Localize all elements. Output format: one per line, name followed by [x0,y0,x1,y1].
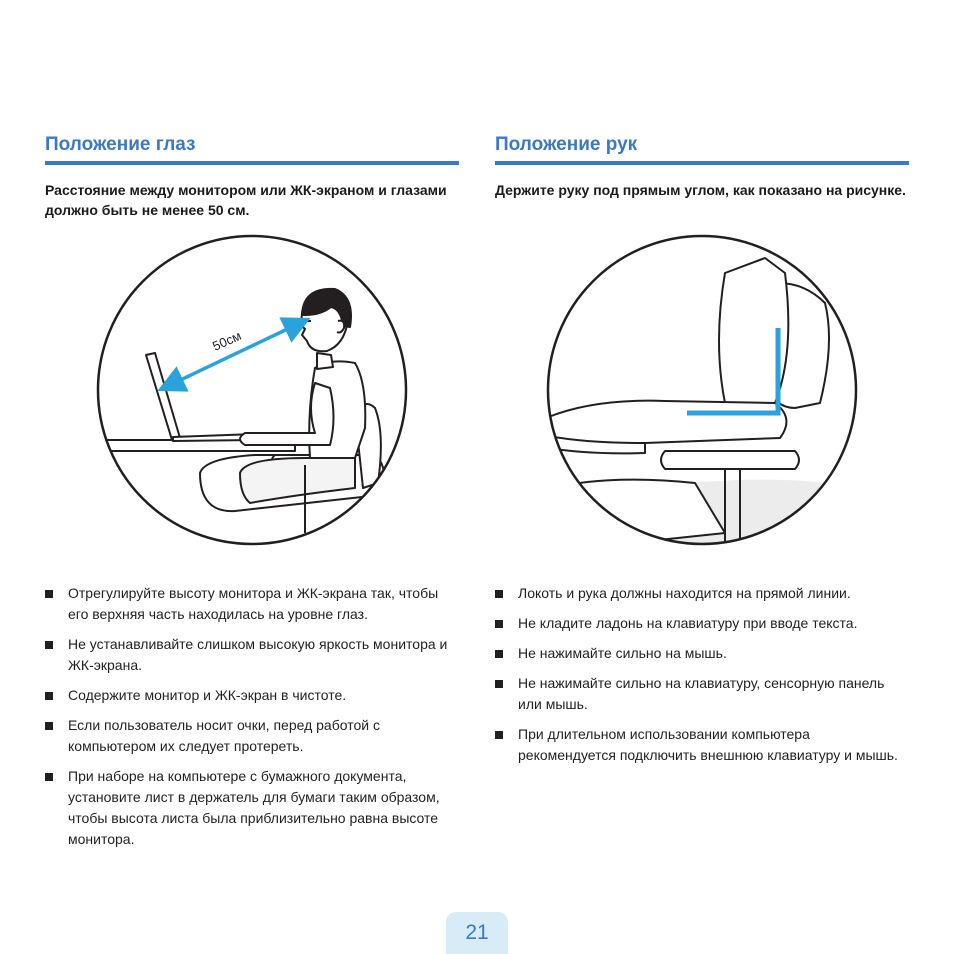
bullet-square-icon [495,680,503,688]
list-item: Не нажимайте сильно на клавиатуру, сенсорную панель или мышь. [495,673,909,715]
bullet-square-icon [495,590,503,598]
list-item: Локоть и рука должны находится на прямой линии. [495,583,909,604]
bullet-square-icon [45,773,53,781]
bullet-square-icon [45,692,53,700]
bullet-square-icon [45,590,53,598]
section-heading-hands: Положение рук [495,134,638,155]
heading-rule [495,161,909,165]
bullet-square-icon [45,722,53,730]
eye-distance-illustration [45,233,459,548]
list-item: Отрегулируйте высоту монитора и ЖК-экрана так, чтобы его верхняя часть находилась на уровне глаз. [45,583,459,625]
bullet-square-icon [45,641,53,649]
section-heading-eyes: Положение глаз [45,134,196,155]
bullet-square-icon [495,731,503,739]
list-item: Не нажимайте сильно на мышь. [495,643,909,664]
bullet-square-icon [495,650,503,658]
heading-rule [45,161,459,165]
eye-distance-drawing [45,233,459,548]
eye-position-section [45,130,459,847]
list-item: Содержите монитор и ЖК-экран в чистоте. [45,685,459,706]
eye-tips-list [45,583,459,859]
list-item: Не кладите ладонь на клавиатуру при вводе текста. [495,613,909,634]
list-item: Если пользователь носит очки, перед работой с компьютером их следует протереть. [45,715,459,757]
section-intro-eyes: Расстояние между монитором или ЖК-экраном и глазами должно быть не менее 50 см. [45,182,447,218]
arm-angle-illustration [495,233,909,548]
hand-tips-list [495,583,909,775]
page-number: 21 [446,912,508,954]
list-item: При наборе на компьютере с бумажного документа, установите лист в держатель для бумаги таким образом, чтобы высота листа была приблизительно равна высоте монитора. [45,766,459,850]
list-item: Не устанавливайте слишком высокую яркость монитора и ЖК-экрана. [45,634,459,676]
list-item: При длительном использовании компьютера рекомендуется подключить внешнюю клавиатуру и мышь. [495,724,909,766]
section-intro-hands: Держите руку под прямым углом, как показано на рисунке. [495,182,906,198]
distance-label: 50см [210,327,244,354]
arm-angle-drawing [495,233,909,548]
bullet-square-icon [495,620,503,628]
hand-position-section [495,130,909,763]
